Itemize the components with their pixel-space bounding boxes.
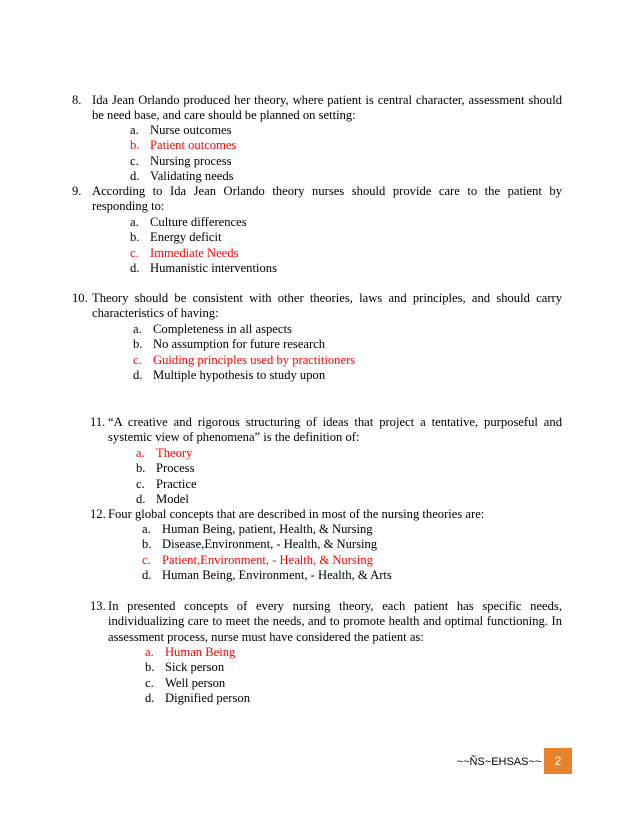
options-8 (130, 123, 236, 184)
options-13 (145, 645, 250, 706)
option: c. Well person (145, 675, 226, 690)
question-number: 13. (90, 599, 106, 613)
correct-answer: b. Patient outcomes (130, 138, 237, 153)
option: a. Nurse outcomes (130, 123, 232, 137)
options-11 (136, 446, 197, 507)
question-text: “A creative and rigorous structuring of ideas that project a tentative, purposeful and systemic view of phenomena” is the definition of: (108, 415, 562, 445)
option: b. Sick person (145, 660, 225, 675)
question-9 (72, 184, 562, 215)
question-text: In presented concepts of every nursing theory, each patient has specific needs, individualizing care to meet the needs, and to promote health and optimal functioning. In assessment process, nurse must have considered the patient as: (108, 599, 562, 644)
options-10 (133, 322, 355, 383)
question-11 (90, 415, 562, 446)
option: d. Human Being, Environment, - Health, & Arts (142, 567, 392, 582)
option: d. Humanistic interventions (130, 260, 277, 275)
footer-label: ~~ÑS~EHSAS~~ (456, 756, 542, 768)
question-13 (90, 599, 562, 645)
option: d. Dignified person (145, 690, 250, 705)
option: a. Human Being, patient, Health, & Nursing (142, 522, 373, 536)
question-10 (72, 291, 562, 322)
question-number: 11. (90, 415, 106, 429)
correct-answer: a. Theory (136, 446, 193, 460)
options-9 (130, 215, 277, 276)
option: b. No assumption for future research (133, 337, 326, 352)
correct-answer: c. Immediate Needs (130, 245, 239, 260)
option: a. Culture differences (130, 215, 247, 229)
option: d. Validating needs (130, 168, 234, 183)
option: a. Completeness in all aspects (133, 322, 292, 336)
option: c. Practice (136, 476, 197, 491)
correct-answer: c. Patient,Environment, - Health, & Nursing (142, 552, 373, 567)
question-number: 9. (72, 184, 82, 198)
correct-answer: c. Guiding principles used by practitioners (133, 352, 356, 367)
question-number: 10. (72, 291, 88, 305)
question-12 (90, 507, 562, 522)
option: d. Multiple hypothesis to study upon (133, 367, 326, 382)
option: c. Nursing process (130, 153, 232, 168)
option: b. Process (136, 461, 195, 476)
options-12 (142, 522, 392, 583)
question-number: 12. (90, 507, 106, 521)
question-8 (72, 93, 562, 124)
question-text: Ida Jean Orlando produced her theory, where patient is central character, assessment should be need base, and care should be planned on setting: (92, 93, 562, 123)
question-number: 8. (72, 93, 82, 107)
option: b. Disease,Environment, - Health, & Nursing (142, 537, 378, 552)
correct-answer: a. Human Being (145, 645, 236, 659)
question-text: Theory should be consistent with other theories, laws and principles, and should carry characteristics of having: (92, 291, 562, 321)
page-number-badge: 2 (544, 748, 572, 774)
option: b. Energy deficit (130, 230, 222, 245)
question-text: Four global concepts that are described in most of the nursing theories are: (108, 507, 485, 521)
option: d. Model (136, 491, 189, 506)
question-text: According to Ida Jean Orlando theory nurses should provide care to the patient by responding to: (92, 184, 562, 214)
